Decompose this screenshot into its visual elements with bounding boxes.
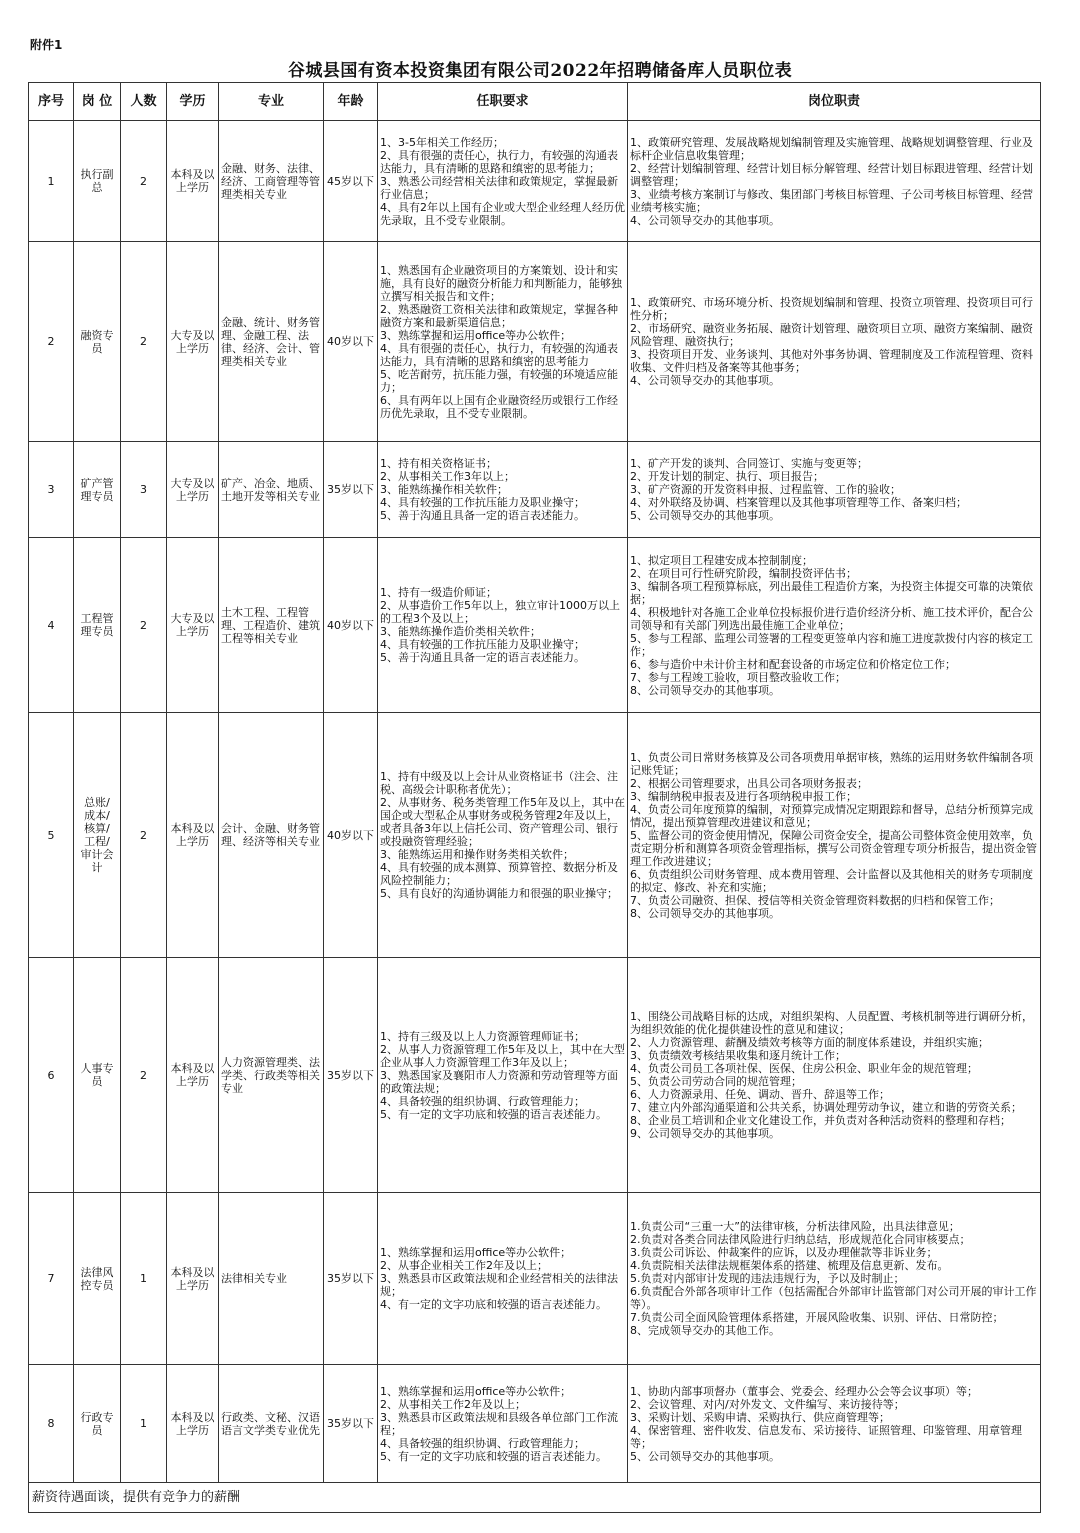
duty-item: 1、拟定项目工程建安成本控制制度； [630, 553, 813, 567]
age-limit: 35岁以下 [324, 1365, 378, 1483]
requirements-list [378, 958, 628, 1193]
education-requirement: 大专及以上学历 [167, 242, 219, 442]
requirement-item: 3、熟悉县市区政策法规和企业经营相关的法律法规； [380, 1272, 618, 1298]
requirement-item: 4、具有较强的工作抗压能力及职业操守； [380, 496, 585, 509]
major-requirement: 行政类、文秘、汉语语言文学类专业优先 [219, 1365, 324, 1483]
requirement-item: 3、熟悉县市区政策法规和县级各单位部门工作流程； [380, 1410, 618, 1437]
duty-item: 1、矿产开发的谈判、合同签订、实施与变更等； [630, 457, 868, 470]
duty-item: 3、投资项目开发、业务谈判、其他对外事务协调、管理制度及工作流程管理、资料收集、文件归档及备案等其他事务； [630, 348, 1033, 374]
requirement-item: 3、能熟练运用和操作财务类相关软件； [380, 848, 574, 861]
major-requirement: 金融、财务、法律、经济、工商管理等管理类相关专业 [219, 121, 324, 242]
header-position: 岗 位 [74, 83, 121, 121]
requirement-item: 5、有一定的文字功底和较强的语言表述能力。 [380, 1107, 607, 1121]
duties-list [628, 958, 1041, 1193]
requirements-list [378, 121, 628, 242]
headcount: 1 [121, 1365, 167, 1483]
requirement-item: 4、具有较强的工作抗压能力及职业操守； [380, 638, 585, 651]
duties-list [628, 121, 1041, 242]
duty-item: 3、业绩考核方案制订与修改、集团部门考核目标管理、子公司考核目标管理、经营业绩考核实施； [630, 187, 1033, 214]
header-age: 年龄 [324, 83, 378, 121]
requirement-item: 5、有一定的文字功底和较强的语言表述能力。 [380, 1449, 607, 1463]
header-major: 专业 [219, 83, 324, 121]
requirement-item: 3、能熟练操作相关软件； [380, 483, 508, 496]
duty-item: 4、保密管理、密件收发、信息发布、采访接待、证照管理、印鉴管理、用章管理等； [630, 1423, 1022, 1450]
duty-item: 4.负责院相关法律法规框架体系的搭建、梳理及信息更新、发布。 [630, 1259, 949, 1272]
duty-item: 1.负责公司“三重一大”的法律审核，分析法律风险，出具法律意见； [630, 1220, 960, 1233]
duty-item: 6、人力资源录用、任免、调动、晋升、辞退等工作； [630, 1088, 890, 1101]
row-number: 8 [29, 1365, 74, 1483]
position-name: 法律风控专员 [74, 1193, 121, 1365]
requirement-item: 1、熟练掌握和运用office等办公软件； [380, 1246, 572, 1259]
duty-item: 5、监督公司的资金使用情况，保障公司资金安全，提高公司整体资金使用效率，负责定期分析和测算各项资金管理指标，撰写公司资金管理专项分析报告，提出资金管理工作改进建议； [630, 828, 1037, 868]
major-requirement: 金融、统计、财务管理、金融工程、法律、经济、会计、管理类相关专业 [219, 242, 324, 442]
requirement-item: 2、从事相关工作2年及以上； [380, 1397, 526, 1411]
table-row [29, 958, 1041, 1193]
row-number: 1 [29, 121, 74, 242]
duty-item: 2、根据公司管理要求，出具公司各项财务报表； [630, 776, 868, 790]
major-requirement: 土木工程、工程管理、工程造价、建筑工程等相关专业 [219, 538, 324, 713]
duty-item: 7、参与工程竣工验收，项目整改验收工作； [630, 670, 846, 684]
major-requirement: 会计、金融、财务管理、经济等相关专业 [219, 713, 324, 958]
requirement-item: 2、从事造价工作5年以上，独立审计1000万以上的工程3个及以上； [380, 599, 620, 625]
duties-list [628, 242, 1041, 442]
row-number: 4 [29, 538, 74, 713]
duty-item: 1、负责公司日常财务核算及公司各项费用单据审核，熟练的运用财务软件编制各项记账凭证； [630, 750, 1033, 777]
requirement-item: 1、熟练掌握和运用office等办公软件； [380, 1384, 572, 1398]
requirements-list [378, 442, 628, 538]
duty-item: 3.负责公司诉讼、仲裁案件的应诉，以及办理催款等非诉业务； [630, 1246, 938, 1259]
header-requirements: 任职要求 [378, 83, 628, 121]
requirement-item: 1、持有三级及以上人力资源管理师证书； [380, 1029, 585, 1043]
requirement-item: 3、熟悉公司经营相关法律和政策规定，掌握最新行业信息； [380, 174, 618, 201]
position-name: 矿产管理专员 [74, 442, 121, 538]
education-requirement: 本科及以上学历 [167, 713, 219, 958]
requirements-list [378, 713, 628, 958]
requirements-list [378, 538, 628, 713]
duty-item: 3、编制各项工程预算标底，列出最佳工程造价方案，为投资主体提交可靠的决策依据； [630, 579, 1033, 606]
table-row [29, 1365, 1041, 1483]
duty-item: 8、公司领导交办的其他事项。 [630, 906, 780, 920]
headcount: 3 [121, 442, 167, 538]
requirements-list [378, 242, 628, 442]
requirement-item: 3、熟练掌握和运用office等办公软件； [380, 328, 572, 342]
requirement-item: 4、具备较强的组织协调、行政管理能力； [380, 1094, 585, 1108]
duty-item: 1、政策研究、市场环境分析、投资规划编制和管理、投资立项管理、投资项目可行性分析； [630, 296, 1033, 322]
education-requirement: 本科及以上学历 [167, 1193, 219, 1365]
duty-item: 8、企业员工培训和企业文化建设工作，并负责对各种活动资料的整理和存档； [630, 1114, 1011, 1127]
requirement-item: 5、善于沟通且具备一定的语言表述能力。 [380, 651, 585, 664]
requirement-item: 5、具有良好的沟通协调能力和很强的职业操守； [380, 887, 618, 900]
row-number: 2 [29, 242, 74, 442]
duty-item: 1、围绕公司战略目标的达成，对组织架构、人员配置、考核机制等进行调研分析，为组织效能的优化提供建设性的意见和建议； [630, 1010, 1033, 1036]
requirement-item: 1、持有中级及以上会计从业资格证书（注会、注税、高级会计职称者优先）； [380, 770, 618, 796]
education-requirement: 大专及以上学历 [167, 538, 219, 713]
age-limit: 40岁以下 [324, 713, 378, 958]
requirement-item: 4、具有很强的责任心，执行力，有较强的沟通表达能力，具有清晰的思路和缜密的思考能力 [380, 341, 618, 368]
duty-item: 4、公司领导交办的其他事项。 [630, 374, 780, 387]
row-number: 7 [29, 1193, 74, 1365]
duty-item: 3、采购计划、采购申请、采购执行、供应商管理等； [630, 1410, 890, 1424]
duty-item: 2、会议管理、对内/对外发文、文件编写、来访接待等； [630, 1397, 905, 1411]
requirement-item: 4、具有2年以上国有企业或大型企业经理人经历优先录取，且不受专业限制。 [380, 200, 625, 227]
duty-item: 6、负责组织公司财务管理、成本费用管理、会计监督以及其他相关的财务专项制度的拟定、修改、补充和实施； [630, 867, 1033, 894]
requirement-item: 2、从事人力资源管理工作5年及以上，其中在大型企业从事人力资源管理工作3年及以上； [380, 1042, 625, 1069]
age-limit: 35岁以下 [324, 442, 378, 538]
education-requirement: 本科及以上学历 [167, 121, 219, 242]
position-name: 人事专员 [74, 958, 121, 1193]
duty-item: 5、参与工程部、监理公司签署的工程变更签单内容和施工进度款拨付内容的核定工作； [630, 631, 1033, 658]
requirement-item: 3、熟悉国家及襄阳市人力资源和劳动管理等方面的政策法规； [380, 1068, 618, 1095]
major-requirement: 法律相关专业 [219, 1193, 324, 1365]
headcount: 1 [121, 1193, 167, 1365]
requirement-item: 1、持有相关资格证书； [380, 457, 497, 470]
requirements-list [378, 1365, 628, 1483]
header-count: 人数 [121, 83, 167, 121]
header-duties: 岗位职责 [628, 83, 1041, 121]
age-limit: 40岁以下 [324, 242, 378, 442]
requirement-item: 2、从事财务、税务类管理工作5年及以上，其中在国企或大型私企从事财务或税务管理2年及以上，或者具备3年以上信托公司、资产管理公司、银行或投融资管理经验； [380, 796, 625, 848]
position-table [28, 82, 1041, 1513]
duty-item: 5、公司领导交办的其他事项。 [630, 1449, 780, 1463]
page-title: 谷城县国有资本投资集团有限公司2022年招聘储备库人员职位表 [287, 61, 793, 81]
duty-item: 8、公司领导交办的其他事项。 [630, 683, 780, 697]
table-row [29, 1193, 1041, 1365]
requirement-item: 4、具备较强的组织协调、行政管理能力； [380, 1436, 585, 1450]
duties-list [628, 1365, 1041, 1483]
row-number: 5 [29, 713, 74, 958]
requirement-item: 6、具有两年以上国有企业融资经历或银行工作经历优先录取，且不受专业限制。 [380, 393, 618, 420]
duty-item: 3、编制纳税申报表及进行各项纳税申报工作； [630, 789, 857, 803]
duty-item: 3、矿产资源的开发资料申报、过程监管、工作的验收； [630, 483, 901, 496]
duty-item: 4、对外联络及协调、档案管理以及其他事项管理等工作、备案归档； [630, 496, 967, 509]
duty-item: 4、负责公司年度预算的编制，对预算完成情况定期跟踪和督导，总结分析预算完成情况，提出预算管理改进建议和意见； [630, 802, 1033, 829]
table-row [29, 713, 1041, 958]
requirement-item: 2、熟悉融资工资相关法律和政策规定，掌握各种融资方案和最新渠道信息； [380, 302, 618, 329]
table-row [29, 121, 1041, 242]
duty-item: 1、协助内部事项督办（董事会、党委会、经理办公会等会议事项）等； [630, 1384, 978, 1398]
footer-row [29, 1483, 1041, 1513]
headcount: 2 [121, 242, 167, 442]
age-limit: 35岁以下 [324, 1193, 378, 1365]
major-requirement: 矿产、冶金、地质、土地开发等相关专业 [219, 442, 324, 538]
table-row [29, 538, 1041, 713]
requirement-item: 1、熟悉国有企业融资项目的方案策划、设计和实施，具有良好的融资分析能力和判断能力，能够独立撰写相关报告和文件； [380, 263, 622, 303]
duties-list [628, 442, 1041, 538]
duty-item: 7、建立内外部沟通渠道和公共关系，协调处理劳动争议，建立和谐的劳资关系； [630, 1101, 1022, 1114]
duty-item: 2、市场研究、融资业务拓展、融资计划管理、融资项目立项、融资方案编制、融资风险管理、融资执行； [630, 322, 1033, 348]
row-number: 6 [29, 958, 74, 1193]
age-limit: 45岁以下 [324, 121, 378, 242]
requirement-item: 1、3-5年相关工作经历； [380, 135, 504, 149]
age-limit: 35岁以下 [324, 958, 378, 1193]
table-row [29, 242, 1041, 442]
duty-item: 7、负责公司融资、担保、授信等相关资金管理资料数据的归档和保管工作； [630, 893, 1000, 907]
headcount: 2 [121, 538, 167, 713]
requirement-item: 3、能熟练操作造价类相关软件； [380, 625, 541, 638]
requirement-item: 4、有一定的文字功底和较强的语言表述能力。 [380, 1298, 607, 1311]
duty-item: 5.负责对内部审计发现的违法违规行为，予以及时制止； [630, 1272, 905, 1285]
headcount: 2 [121, 121, 167, 242]
requirement-item: 5、善于沟通且具备一定的语言表述能力。 [380, 509, 585, 522]
duties-list [628, 538, 1041, 713]
position-name: 行政专员 [74, 1365, 121, 1483]
position-name: 执行副总 [74, 121, 121, 242]
requirement-item: 5、吃苦耐劳，抗压能力强，有较强的环境适应能力； [380, 367, 618, 394]
education-requirement: 大专及以上学历 [167, 442, 219, 538]
duty-item: 9、公司领导交办的其他事项。 [630, 1127, 780, 1140]
requirements-list [378, 1193, 628, 1365]
position-name: 总账/成本/核算/工程/审计会计 [74, 713, 121, 958]
requirement-item: 4、具有较强的成本测算、预算管控、数据分析及风险控制能力； [380, 861, 618, 887]
duty-item: 2、人力资源管理、薪酬及绩效考核等方面的制度体系建设，并组织实施； [630, 1036, 989, 1049]
duty-item: 2.负责对各类合同法律风险进行归纳总结，形成规范化合同审核要点； [630, 1233, 971, 1246]
duty-item: 6、参与造价中未计价主材和配套设备的市场定位和价格定位工作； [630, 657, 956, 671]
duties-list [628, 1193, 1041, 1365]
attachment-label: 附件1 [30, 38, 63, 52]
headcount: 2 [121, 713, 167, 958]
duty-item: 7.负责公司全面风险管理体系搭建，开展风险收集、识别、评估、日常防控； [630, 1311, 1004, 1324]
age-limit: 40岁以下 [324, 538, 378, 713]
requirement-item: 2、从事相关工作3年以上； [380, 470, 515, 483]
headcount: 2 [121, 958, 167, 1193]
header-no: 序号 [29, 83, 74, 121]
duty-item: 3、负责绩效考核结果收集和逐月统计工作； [630, 1049, 846, 1062]
duty-item: 4、积极地针对各施工企业单位投标报价进行造价经济分析、施工技术评价，配合公司领导和有关部门列选出最佳施工企业单位； [630, 605, 1033, 632]
position-name: 工程管理专员 [74, 538, 121, 713]
major-requirement: 人力资源管理类、法学类、行政类等相关专业 [219, 958, 324, 1193]
duty-item: 5、负责公司劳动合同的规范管理； [630, 1075, 802, 1088]
header-education: 学历 [167, 83, 219, 121]
education-requirement: 本科及以上学历 [167, 1365, 219, 1483]
duty-item: 1、政策研究管理、发展战略规划编制管理及实施管理、战略规划调整管理、行业及标杆企业信息收集管理； [630, 135, 1033, 162]
table-row [29, 442, 1041, 538]
duty-item: 6.负责配合外部各项审计工作（包括需配合外部审计监管部门对公司开展的审计工作等）。 [630, 1285, 1037, 1311]
position-name: 融资专员 [74, 242, 121, 442]
duty-item: 2、开发计划的制定、执行、项目报告； [630, 470, 824, 483]
requirement-item: 2、从事企业相关工作2年及以上； [380, 1259, 548, 1272]
duty-item: 4、负责公司员工各项社保、医保、住房公积金、职业年金的规范管理； [630, 1062, 978, 1075]
duty-item: 5、公司领导交办的其他事项。 [630, 509, 780, 522]
duty-item: 8、完成领导交办的其他工作。 [630, 1324, 780, 1337]
duty-item: 4、公司领导交办的其他事项。 [630, 213, 780, 227]
header-row [29, 83, 1041, 121]
education-requirement: 本科及以上学历 [167, 958, 219, 1193]
duty-item: 2、经营计划编制管理、经营计划目标分解管理、经营计划目标跟进管理、经营计划调整管理； [630, 161, 1033, 188]
requirement-item: 2、具有很强的责任心，执行力，有较强的沟通表达能力，具有清晰的思路和缜密的思考能力； [380, 148, 618, 175]
row-number: 3 [29, 442, 74, 538]
duty-item: 2、在项目可行性研究阶段，编制投资评估书； [630, 566, 857, 580]
requirement-item: 1、持有一级造价师证； [380, 586, 497, 599]
duties-list [628, 713, 1041, 958]
salary-note: 薪资待遇面谈，提供有竞争力的薪酬 [29, 1483, 1041, 1513]
